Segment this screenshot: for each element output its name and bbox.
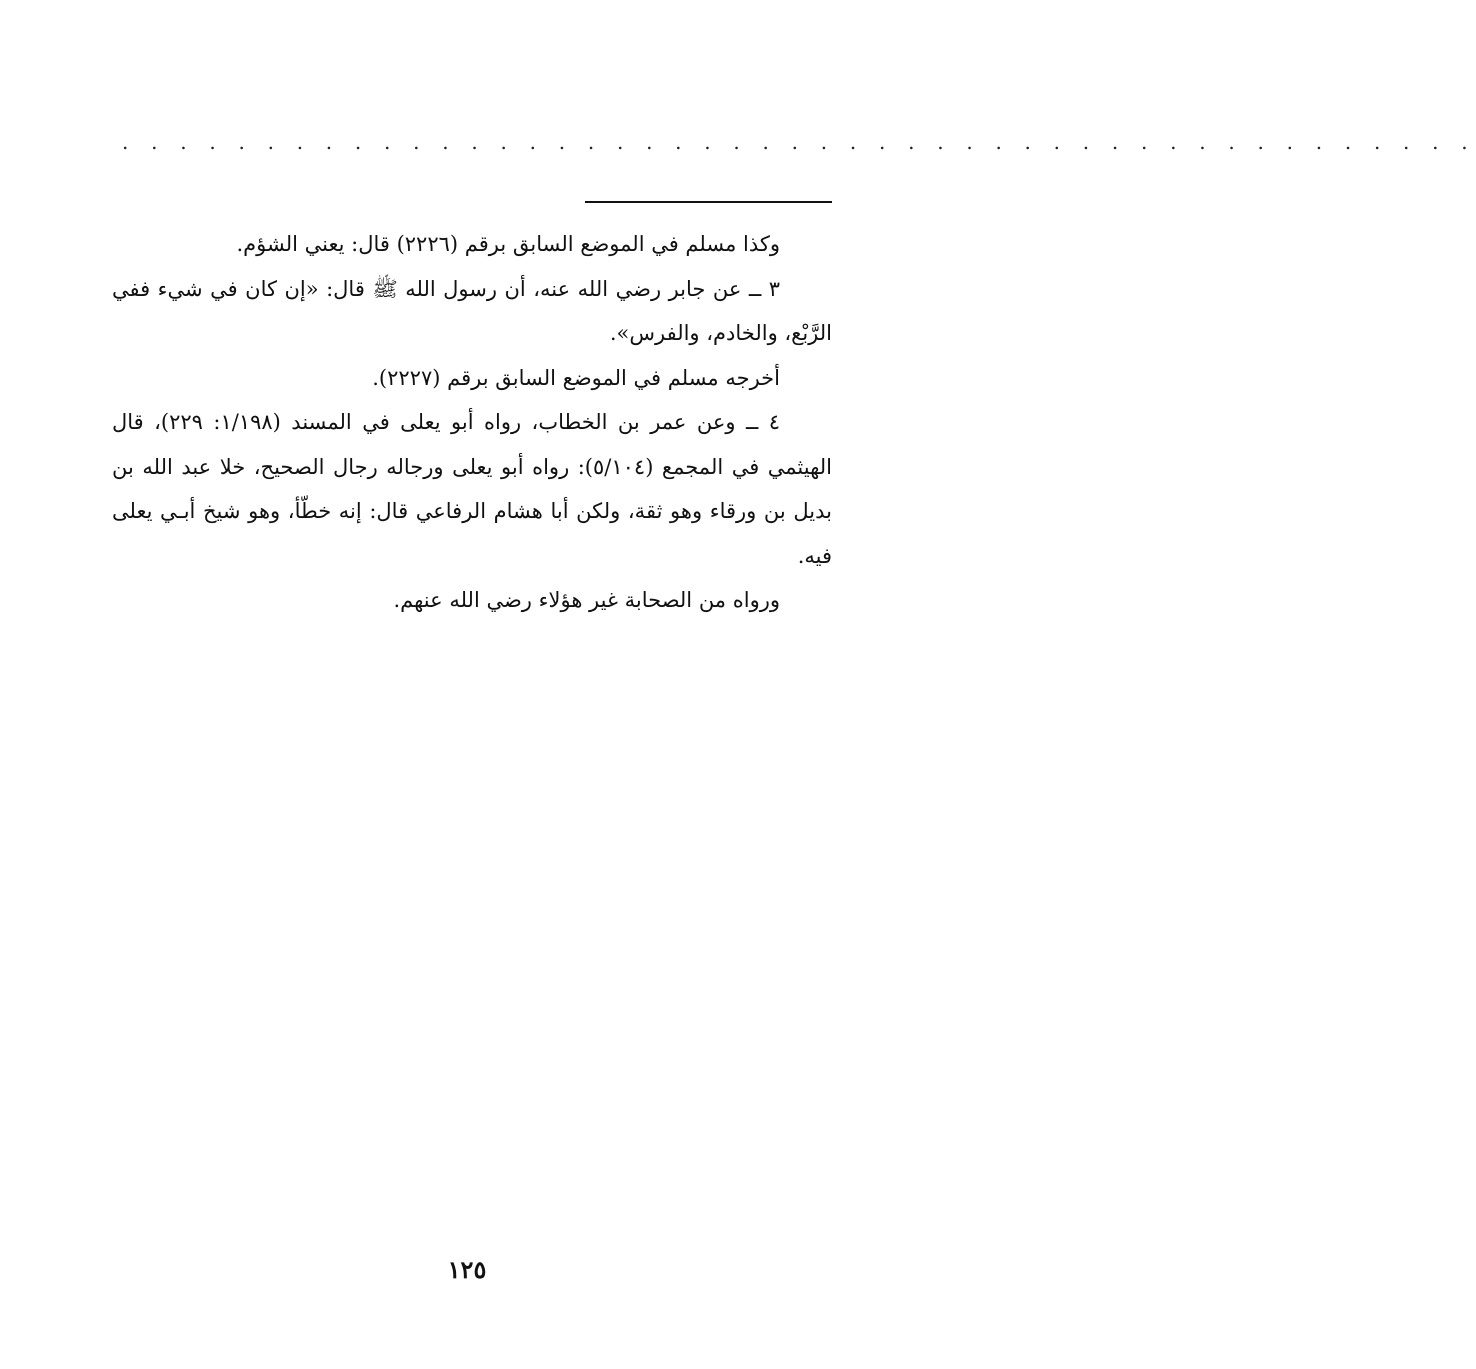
dotted-separator: . . . . . . . . . . . . . . . . . . . . . . . . . . . . . . . . . . . . . . . . . . . . . . . — [122, 130, 1476, 154]
footnote-paragraph: أخرجه مسلم في الموضع السابق برقم (٢٢٢٧). — [372, 365, 780, 390]
footnotes-block — [112, 222, 832, 623]
footnote-paragraph: ورواه من الصحابة غير هؤلاء رضي الله عنهم. — [393, 588, 780, 612]
footnote-rule — [585, 201, 832, 203]
footnote-paragraph: ٤ ــ وعن عمر بن الخطاب، رواه أبو يعلى في المسند (١/١٩٨: ٢٢٩)، قال الهيثمي في المجمع (٥/١٠٤): رواه أبو يعلى ورجاله رجال الصحيح، خلا عبد الله بن بديل بن ورقاء وهو ثقة، ولكن أبا هشام الرفاعي قال: إنه خطّأ، وهو شيخ أبـي يعلى فيه. — [112, 410, 832, 568]
footnote-paragraph: ٣ ــ عن جابر رضي الله عنه، أن رسول الله ﷺ قال: «إن كان في شيء ففي الرَّبْع، والخادم، والفرس». — [112, 276, 832, 345]
page-number: ١٢٥ — [447, 1255, 487, 1284]
footnote-paragraph: وكذا مسلم في الموضع السابق برقم (٢٢٢٦) قال: يعني الشؤم. — [236, 232, 780, 256]
